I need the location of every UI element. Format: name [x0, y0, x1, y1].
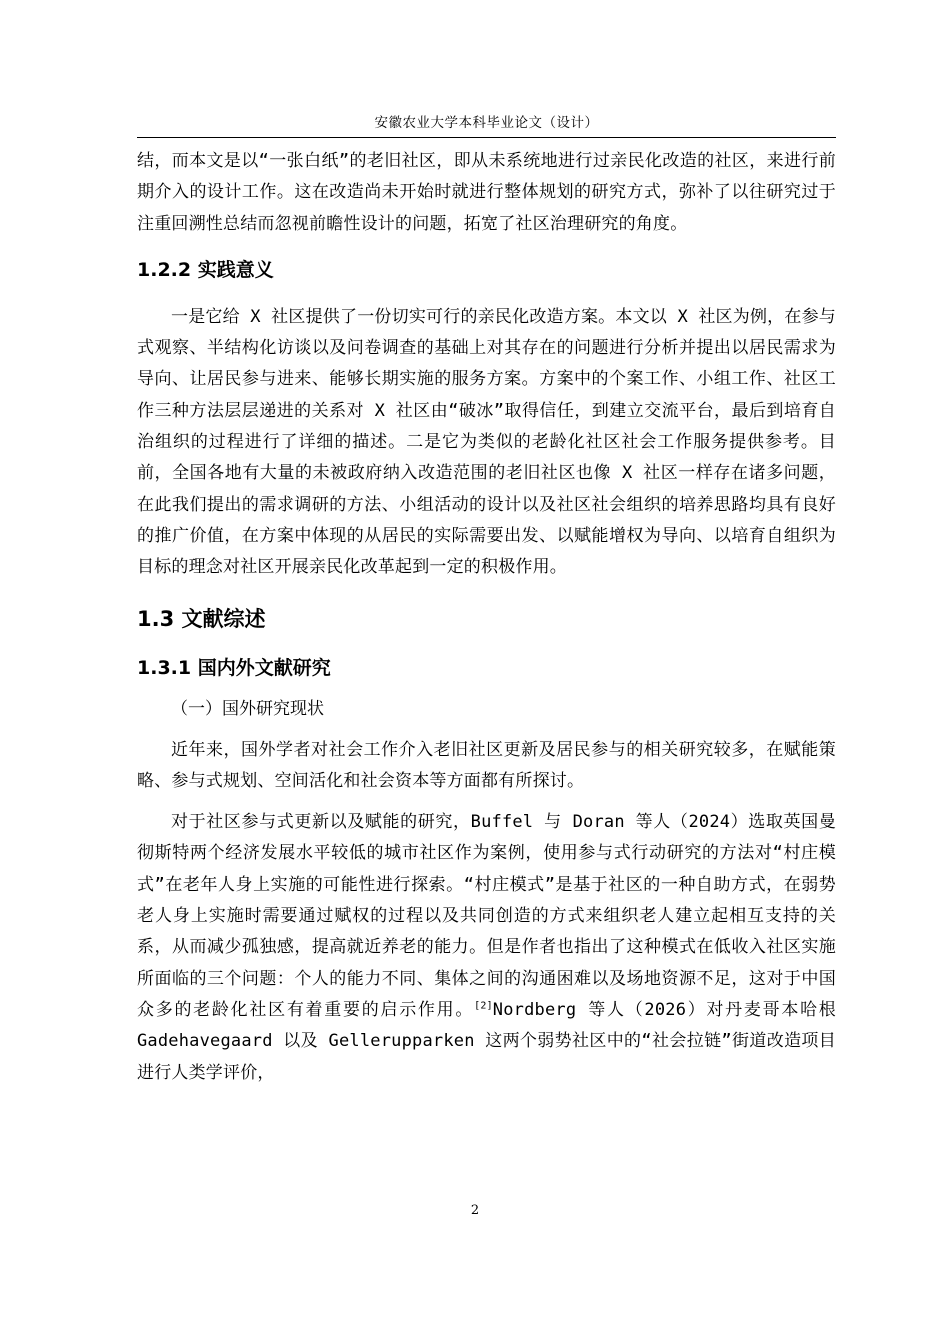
paragraph-continuation: 结，而本文是以“一张白纸”的老旧社区，即从未系统地进行过亲民化改造的社区，来进行前期介入的设计工作。这在改造尚未开始时就进行整体规划的研究方式，弥补了以往研究过于注重回溯性总结而忽视前瞻性设计的问题，拓宽了社区治理研究的角度。 — [137, 151, 836, 234]
page-number: 2 — [470, 1203, 480, 1218]
running-header: 安徽农业大学本科毕业论文（设计） — [374, 115, 599, 131]
section-heading-1-3-1: 1.3.1 国内外文献研究 — [137, 656, 331, 679]
paragraph-practical-significance: 一是它给 X 社区提供了一份切实可行的亲民化改造方案。本文以 X 社区为例，在参与式观察、半结构化访谈以及问卷调查的基础上对其存在的问题进行分析并提出以居民需求为导向、让居民参与进来、能够长期实施的服务方案。方案中的个案工作、小组工作、社区工作三种方法层层递进的关系对 X 社区由“破冰”取得信任，到建立交流平台，最后到培育自治组织的过程进行了详细的描述。二是它为类似的老龄化社区社会工作服务提供参考。目前，全国各地有大量的未被政府纳入改造范围的老旧社区也像 X 社区一样存在诸多问题，在此我们提出的需求调研的方法、小组活动的设计以及社区社会组织的培养思路均具有良好的推广价值，在方案中体现的从居民的实际需要出发、以赋能增权为导向、以培育自组织为目标的理念对社区开展亲民化改革起到一定的积极作用。 — [137, 306, 836, 578]
citation-marker: [2] — [474, 1000, 493, 1012]
paragraph-text-a: 对于社区参与式更新以及赋能的研究，Buffel 与 Doran 等人（2024）选取英国曼彻斯特两个经济发展水平较低的城市社区作为案例，使用参与式行动研究的方法对“村庄模式”在老年人身上实施的可能性进行探索。“村庄模式”是基于社区的一种自助方式，在弱势老人身上实施时需要通过赋权的过程以及共同创造的方式来组织老人建立起相互支持的关系，从而减少孤独感，提高就近养老的能力。但是作者也指出了这种模式在低收入社区实施所面临的三个问题：个人的能力不同、集体之间的沟通困难以及场地资源不足，这对于中国众多的老龄化社区有着重要的启示作用。 — [137, 812, 836, 1020]
paragraph-participatory-renewal — [137, 807, 836, 1089]
section-heading-1-3: 1.3 文献综述 — [137, 606, 266, 631]
paragraph-foreign-overview: 近年来，国外学者对社会工作介入老旧社区更新及居民参与的相关研究较多，在赋能策略、参与式规划、空间活化和社会资本等方面都有所探讨。 — [137, 739, 836, 791]
section-heading-1-2-2: 1.2.2 实践意义 — [137, 258, 274, 281]
header-rule — [137, 137, 836, 138]
paragraph-text-b: Nordberg 等人（2026）对丹麦哥本哈根 Gadehavegaard 以及 Gellerupparken 这两个弱势社区中的“社会拉链”街道改造项目进行人类学评价， — [137, 999, 836, 1083]
page-body — [137, 146, 836, 1089]
subheading-foreign-research: （一）国外研究现状 — [171, 698, 324, 719]
